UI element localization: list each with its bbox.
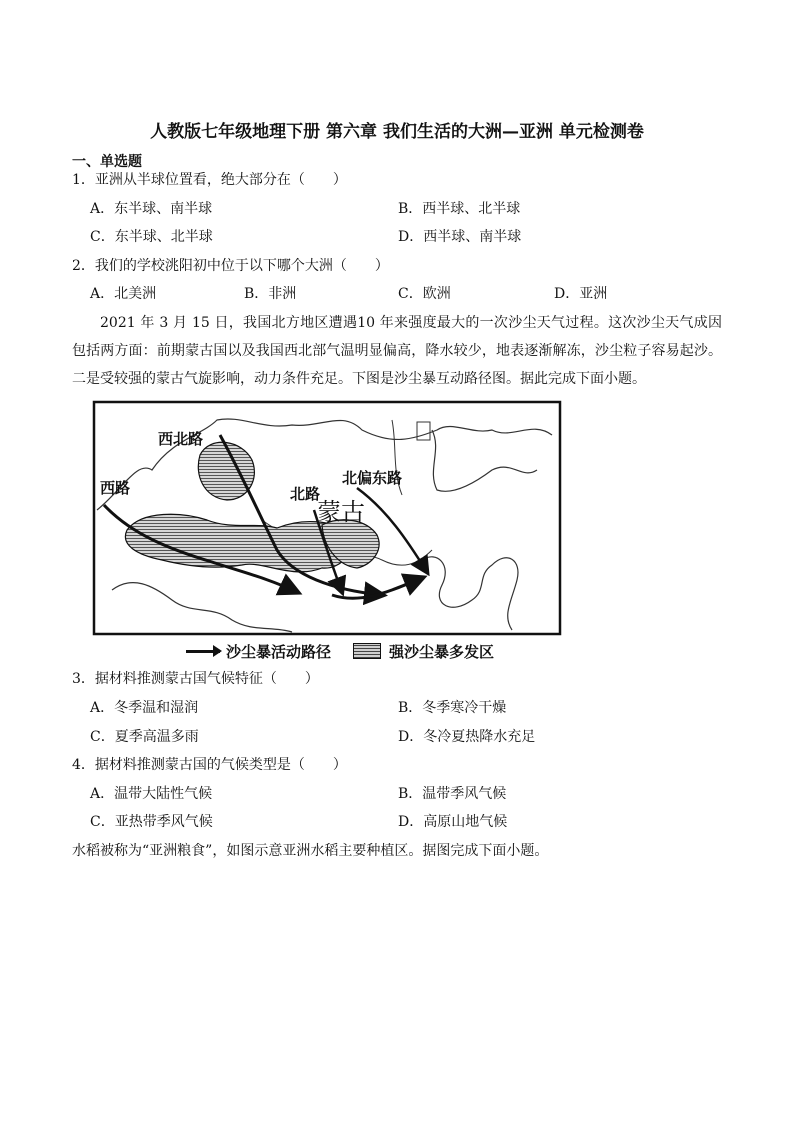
question-3-option-a: A．冬季温和湿润: [90, 700, 199, 716]
question-3-option-c: C．夏季高温多雨: [90, 729, 199, 745]
label-northwest-route: 西北路: [158, 430, 204, 448]
question-2-option-a: A．北美洲: [90, 286, 157, 302]
question-1-option-a: A．东半球、南半球: [90, 201, 213, 217]
question-3-option-b: B．冬季寒冷干燥: [398, 700, 507, 716]
page-title: 人教版七年级地理下册 第六章 我们生活的大洲—亚洲 单元检测卷: [150, 122, 644, 142]
route-arrow-icon: [186, 650, 220, 653]
material-paragraph-1: 2021 年 3 月 15 日，我国北方地区遭遇10 年来强度最大的一次沙尘天气过程。这次沙尘天气成因包括两方面：前期蒙古国以及我国西北部气温明显偏高，降水较少，地表逐渐解冻，沙尘粒子容易起沙。二是受较强的蒙古气旋影响，动力条件充足。下图是沙尘暴互动路径图。据此完成下面小题。: [72, 315, 722, 387]
question-2-stem: 2．我们的学校洮阳初中位于以下哪个大洲（ ）: [72, 258, 389, 274]
label-northeast-route: 北偏东路: [342, 469, 403, 487]
question-2-option-b: B．非洲: [244, 286, 297, 302]
question-1-option-c: C．东半球、北半球: [90, 229, 213, 245]
dust-storm-route-map: [92, 400, 562, 636]
question-1-option-b: B．西半球、北半球: [398, 201, 521, 217]
question-4-option-a: A．温带大陆性气候: [90, 786, 213, 802]
label-west-route: 西路: [100, 479, 131, 497]
question-3-stem: 3．据材料推测蒙古国气候特征（ ）: [72, 671, 319, 687]
map-legend: [186, 640, 494, 662]
section-heading: 一、单选题: [72, 154, 142, 170]
label-mongolia: 蒙古: [317, 498, 365, 526]
question-1-option-d: D．西半球、南半球: [398, 229, 522, 245]
question-4-stem: 4．据材料推测蒙古国的气候类型是（ ）: [72, 757, 347, 773]
legend-area-label: 强沙尘暴多发区: [389, 642, 495, 661]
question-4-option-d: D．高原山地气候: [398, 814, 508, 830]
question-4-option-b: B．温带季风气候: [398, 786, 507, 802]
material-paragraph-2: 水稻被称为“亚洲粮食”，如图示意亚洲水稻主要种植区。据图完成下面小题。: [72, 843, 549, 859]
legend-route-label: 沙尘暴活动路径: [226, 642, 332, 661]
question-4-option-c: C．亚热带季风气候: [90, 814, 213, 830]
hatched-area-icon: [353, 643, 381, 659]
question-2-option-c: C．欧洲: [398, 286, 451, 302]
question-1-stem: 1．亚洲从半球位置看，绝大部分在（ ）: [72, 172, 347, 188]
question-3-option-d: D．冬冷夏热降水充足: [398, 729, 536, 745]
question-2-option-d: D．亚洲: [554, 286, 608, 302]
label-north-route: 北路: [290, 485, 321, 503]
